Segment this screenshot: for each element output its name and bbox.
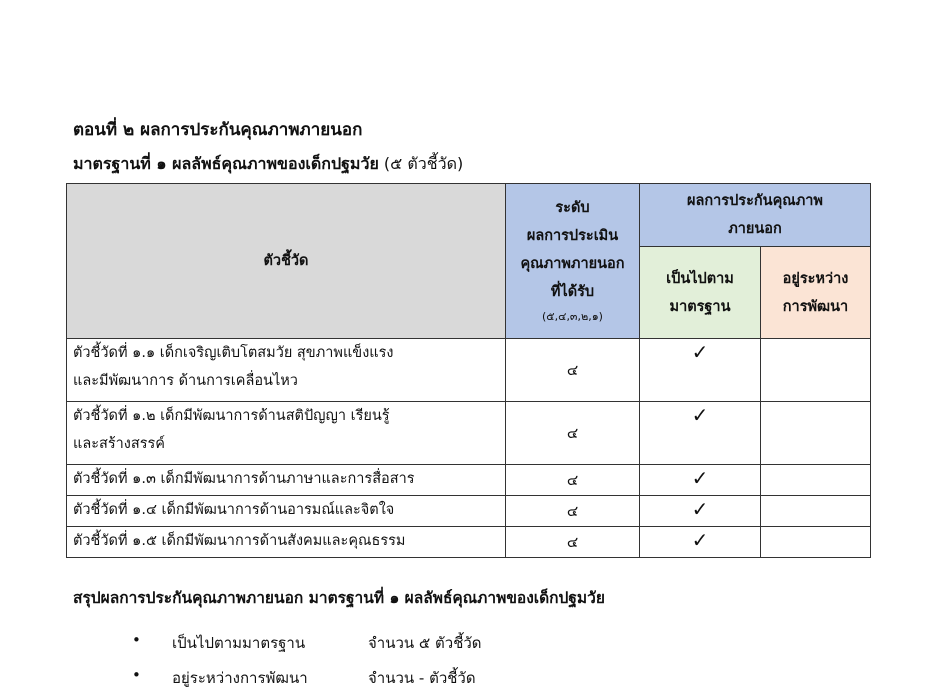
developing-cell	[761, 339, 871, 402]
developing-cell	[761, 496, 871, 527]
header-level-line-2: ผลการประเมิน	[526, 228, 619, 244]
summary-label: อยู่ระหว่างการพัฒนา	[172, 669, 308, 687]
level-cell: ๔	[506, 465, 640, 496]
table-row	[67, 339, 871, 402]
indicator-cell	[67, 465, 506, 496]
indicator-text: ตัวชี้วัดที่ ๑.๔ เด็กมีพัฒนาการด้านอารมณ์และจิตใจ	[73, 502, 395, 518]
developing-cell	[761, 402, 871, 465]
indicator-cell	[67, 527, 506, 558]
summary-count: จำนวน ๕ ตัวชี้วัด	[368, 634, 482, 652]
check-icon: ✓	[640, 465, 761, 496]
standard-heading	[73, 152, 463, 177]
check-icon: ✓	[640, 527, 761, 558]
header-level	[506, 184, 640, 339]
summary-count: จำนวน - ตัวชี้วัด	[368, 669, 476, 687]
indicator-text: ตัวชี้วัดที่ ๑.๕ เด็กมีพัฒนาการด้านสังคมและคุณธรรม	[73, 533, 406, 549]
header-meets-line-2: มาตรฐาน	[669, 298, 731, 315]
indicator-text: และสร้างสรรค์	[73, 436, 166, 452]
header-result-line-2: ภายนอก	[728, 221, 782, 237]
header-level-line-3: คุณภาพภายนอก	[520, 256, 625, 272]
indicator-text: และมีพัฒนาการ ด้านการเคลื่อนไหว	[73, 373, 298, 389]
indicator-cell	[67, 496, 506, 527]
check-icon: ✓	[640, 339, 761, 402]
header-level-line-1: ระดับ	[555, 200, 590, 216]
header-meets	[640, 247, 761, 339]
table-row	[67, 402, 871, 465]
standard-heading-main: มาตรฐานที่ ๑ ผลลัพธ์คุณภาพของเด็กปฐมวัย	[73, 154, 379, 173]
level-cell: ๔	[506, 496, 640, 527]
table-row	[67, 496, 871, 527]
header-result	[640, 184, 871, 247]
section-heading: ตอนที่ ๒ ผลการประกันคุณภาพภายนอก	[73, 120, 363, 140]
header-indicator: ตัวชี้วัด	[67, 184, 506, 339]
level-cell: ๔	[506, 527, 640, 558]
header-level-line-4: ที่ได้รับ	[550, 284, 595, 300]
summary-label: เป็นไปตามมาตรฐาน	[172, 634, 306, 652]
header-developing-line-2: การพัฒนา	[782, 298, 849, 315]
table-row	[67, 527, 871, 558]
bullet-icon: •	[132, 631, 141, 649]
level-cell: ๔	[506, 402, 640, 465]
table-row	[67, 465, 871, 496]
header-meets-line-1: เป็นไปตาม	[666, 270, 734, 287]
header-level-scale: (๕,๔,๓,๒,๑)	[542, 310, 603, 323]
indicator-cell	[67, 339, 506, 402]
indicator-text: ตัวชี้วัดที่ ๑.๓ เด็กมีพัฒนาการด้านภาษาและการสื่อสาร	[73, 471, 415, 487]
header-developing-line-1: อยู่ระหว่าง	[782, 270, 849, 287]
header-developing	[761, 247, 871, 339]
indicator-text: ตัวชี้วัดที่ ๑.๑ เด็กเจริญเติบโตสมวัย สุขภาพแข็งแรง	[73, 345, 394, 361]
header-result-line-1: ผลการประกันคุณภาพ	[687, 193, 823, 209]
summary-title: สรุปผลการประกันคุณภาพภายนอก มาตรฐานที่ ๑ ผลลัพธ์คุณภาพของเด็กปฐมวัย	[73, 589, 605, 607]
level-cell: ๔	[506, 339, 640, 402]
check-icon: ✓	[640, 402, 761, 465]
indicator-cell	[67, 402, 506, 465]
bullet-icon: •	[132, 666, 141, 684]
developing-cell	[761, 527, 871, 558]
check-icon: ✓	[640, 496, 761, 527]
assessment-table	[66, 183, 871, 558]
indicator-text: ตัวชี้วัดที่ ๑.๒ เด็กมีพัฒนาการด้านสติปัญญา เรียนรู้	[73, 408, 390, 424]
standard-heading-count: (๕ ตัวชี้วัด)	[378, 154, 464, 173]
developing-cell	[761, 465, 871, 496]
